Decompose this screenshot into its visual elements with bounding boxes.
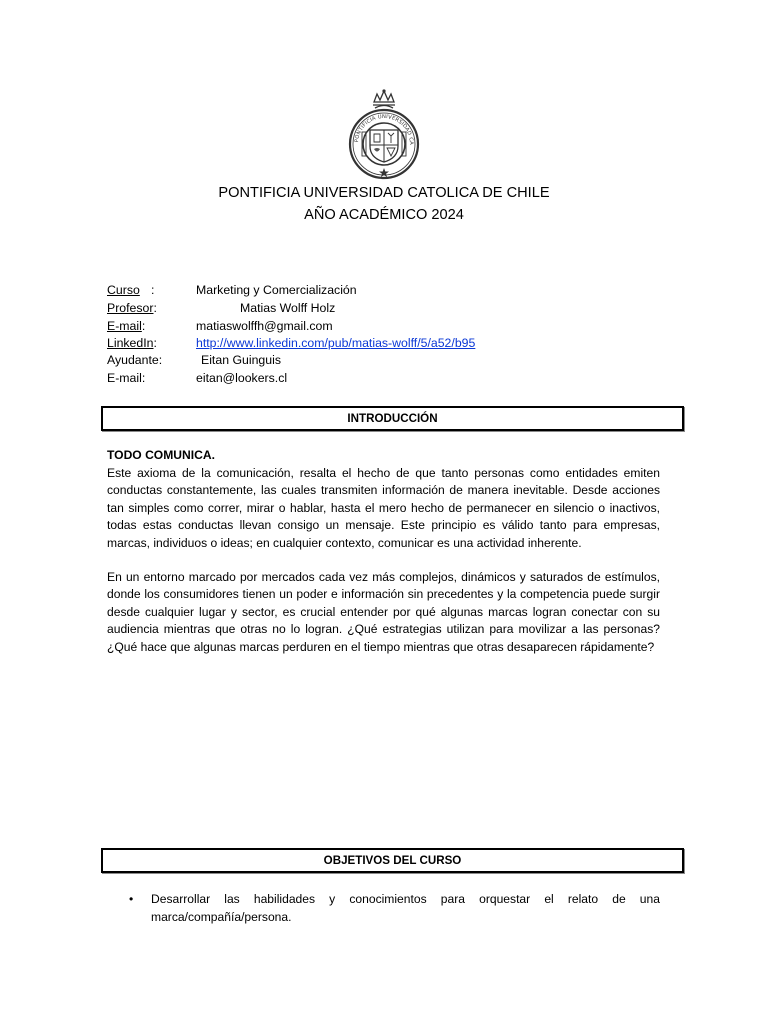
assistant-email-label: E-mail: — [107, 371, 146, 385]
bullet-icon: • — [129, 892, 134, 906]
email-value: matiaswolffh@gmail.com — [196, 319, 333, 333]
intro-paragraph-2: En un entorno marcado por mercados cada vez más complejos, dinámicos y saturados de estímulos, donde los consumidores tienen un poder e información sin precedentes y la competencia puede surgir desde cualquier lugar y sector, es crucial entender por qué algunas marcas logran conectar con su audiencia mientras que otras no lo logran. ¿Qué estrategias utilizan para movilizar a las personas? ¿Qué hace que algunas marcas perduren en el tiempo mientras que otras desaparecen rápidamente? — [107, 570, 660, 654]
assistant-email-value: eitan@lookers.cl — [196, 371, 288, 385]
objective-text: Desarrollar las habilidades y conocimientos para orquestar el relato de una marca/compañía/persona. — [151, 892, 660, 924]
intro-heading: INTRODUCCIÓN — [101, 406, 684, 431]
linkedin-link[interactable]: http://www.linkedin.com/pub/matias-wolff/5/a52/b95 — [196, 336, 476, 350]
course-label: Curso : — [107, 283, 155, 297]
assistant-value: Eitan Guinguis — [201, 353, 281, 367]
email-label: E-mail: — [107, 319, 146, 333]
university-seal-graphic — [344, 88, 424, 182]
assistant-label: Ayudante: — [107, 353, 163, 367]
objectives-heading: OBJETIVOS DEL CURSO — [101, 848, 684, 873]
linkedin-label: LinkedIn: — [107, 336, 157, 350]
professor-value: Matias Wolff Holz — [240, 301, 336, 315]
svg-text:PONTIFICIA UNIVERSIDAD CATOLIC: PONTIFICIA UNIVERSIDAD CA — [354, 113, 415, 145]
university-name: PONTIFICIA UNIVERSIDAD CATOLICA DE CHILE — [218, 185, 550, 201]
intro-paragraph-1: Este axioma de la comunicación, resalta el hecho de que tanto personas como entidades emiten conductas constantemente, las cuales transmiten información de manera inevitable. Desde acciones tan simples como correr, mirar o hablar, hasta el mero hecho de permanecer en silencio o inactivos, todas estas conductas llevan consigo un mensaje. Este principio es válido tanto para empresas, marcas, individuos o ideas; en cualquier contexto, comunicar es una actividad inherente. — [107, 466, 660, 550]
intro-title: TODO COMUNICA. — [107, 448, 215, 462]
course-value: Marketing y Comercialización — [196, 283, 357, 297]
professor-label: Profesor: — [107, 301, 157, 315]
academic-year: AÑO ACADÉMICO 2024 — [304, 207, 464, 223]
university-seal — [344, 88, 424, 182]
